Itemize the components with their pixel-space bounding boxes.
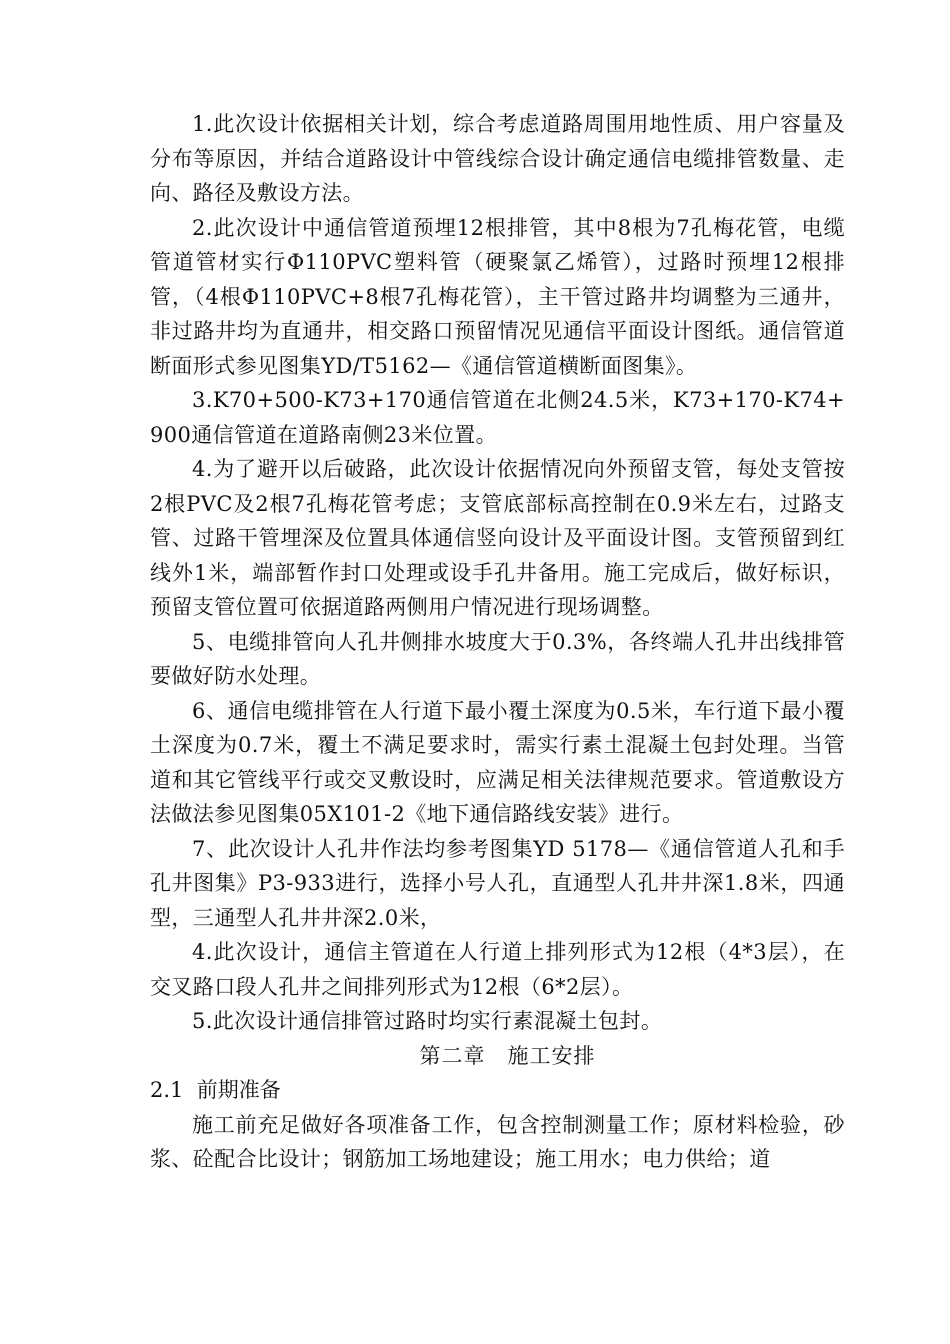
paragraph-9: 5.此次设计通信排管过路时均实行素混凝土包封。 — [192, 1009, 663, 1033]
document-page — [150, 107, 845, 1177]
paragraph-8: 4.此次设计，通信主管道在人行道上排列形式为12根（4*3层），在交叉路口段人孔井之间排列形式为12根（6*2层）。 — [150, 940, 845, 999]
section-paragraph: 施工前充足做好各项准备工作，包含控制测量工作；原材料检验，砂浆、砼配合比设计；钢筋加工场地建设；施工用水；电力供给；道 — [150, 1112, 845, 1171]
section-title: 2.1 前期准备 — [150, 1078, 281, 1102]
paragraph-6: 6、通信电缆排管在人行道下最小覆土深度为0.5米，车行道下最小覆土深度为0.7米，覆土不满足要求时，需实行素土混凝土包封处理。当管道和其它管线平行或交叉敷设时，应满足相关法律规范要求。管道敷设方法做法参见图集05X101-2《地下通信路线安装》进行。 — [150, 698, 845, 826]
paragraph-4: 4.为了避开以后破路，此次设计依据情况向外预留支管，每处支管按2根PVC及2根7孔梅花管考虑；支管底部标高控制在0.9米左右，过路支管、过路干管埋深及位置具体通信竖向设计及平面设计图。支管预留到红线外1米，端部暂作封口处理或设手孔井备用。施工完成后，做好标识，预留支管位置可依据道路两侧用户情况进行现场调整。 — [150, 457, 845, 619]
chapter-title: 第二章 施工安排 — [419, 1043, 596, 1068]
paragraph-5: 5、电缆排管向人孔井侧排水坡度大于0.3%，各终端人孔井出线排管要做好防水处理。 — [150, 629, 845, 688]
paragraph-2: 2.此次设计中通信管道预埋12根排管，其中8根为7孔梅花管，电缆管道管材实行Φ110PVC塑料管（硬聚氯乙烯管），过路时预埋12根排管，（4根Φ110PVC+8根7孔梅花管），主干管过路井均调整为三通井，非过路井均为直通井，相交路口预留情况见通信平面设计图纸。通信管道断面形式参见图集YD/T5162—《通信管道横断面图集》。 — [150, 215, 845, 378]
paragraph-7: 7、此次设计人孔井作法均参考图集YD 5178—《通信管道人孔和手孔井图集》P3-933进行，选择小号人孔，直通型人孔井井深1.8米，四通型，三通型人孔井井深2.0米， — [150, 836, 845, 930]
paragraph-3: 3.K70+500-K73+170通信管道在北侧24.5米，K73+170-K74+900通信管道在道路南侧23米位置。 — [150, 388, 845, 447]
paragraph-1: 1.此次设计依据相关计划，综合考虑道路周围用地性质、用户容量及分布等原因，并结合道路设计中管线综合设计确定通信电缆排管数量、走向、路径及敷设方法。 — [150, 112, 845, 205]
